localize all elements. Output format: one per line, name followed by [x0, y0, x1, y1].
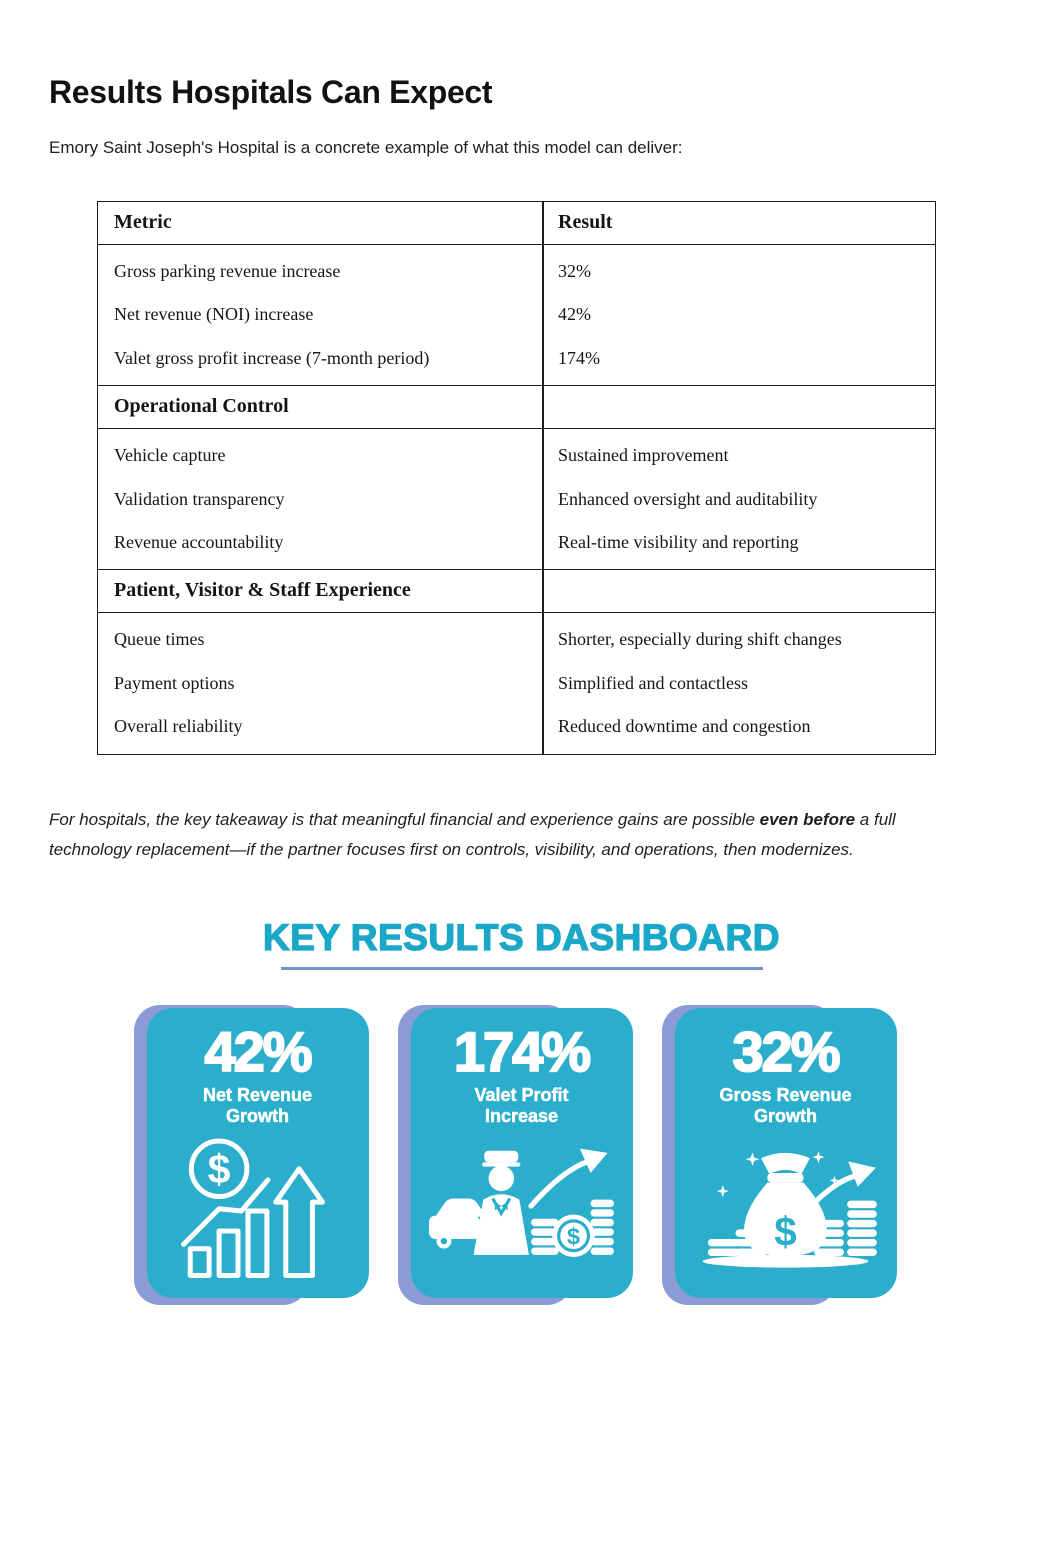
- takeaway-text-part2: a full technology replacement—if the partner focuses first on controls, visibility, and operations, then modernizes.: [49, 809, 896, 859]
- stat-cards-row: [0, 1008, 1043, 1298]
- stat-value: 174%: [453, 1020, 590, 1084]
- takeaway-text-bold: even before: [759, 809, 856, 829]
- result-cell: Enhanced oversight and auditability: [558, 488, 818, 509]
- result-cell: 32%: [558, 261, 591, 281]
- document-page: [0, 74, 1043, 1298]
- metric-cell: Validation transparency: [114, 488, 285, 509]
- result-cell: Real-time visibility and reporting: [558, 531, 799, 552]
- result-cell: Simplified and contactless: [558, 672, 748, 693]
- stat-card-gross-revenue-growth: [675, 1008, 897, 1298]
- stat-card-net-revenue-growth: [147, 1008, 369, 1298]
- money-bag-coins-icon: [693, 1127, 879, 1286]
- svg-text:$: $: [207, 1146, 231, 1193]
- stat-card-valet-profit-increase: [411, 1008, 633, 1298]
- table-row: [98, 478, 935, 521]
- stat-label-line: Growth: [225, 1105, 289, 1126]
- metric-cell: Gross parking revenue increase: [114, 261, 341, 281]
- table-row: [98, 705, 935, 748]
- table-row: [98, 521, 935, 564]
- result-cell: 42%: [558, 304, 591, 325]
- metric-cell: Queue times: [114, 629, 205, 650]
- column-header-result: Result: [558, 211, 613, 233]
- table-section-header-row: [98, 386, 935, 429]
- stat-value: 42%: [204, 1020, 311, 1084]
- stat-label-line: Valet Profit: [474, 1084, 569, 1105]
- stat-label: [719, 1085, 851, 1127]
- valet-attendant-coins-icon: [429, 1127, 615, 1286]
- metrics-table: [97, 201, 936, 755]
- table-section: [98, 569, 935, 753]
- metric-cell: Vehicle capture: [114, 445, 226, 466]
- stat-label-line: Gross Revenue: [719, 1084, 852, 1105]
- stat-label: [474, 1085, 568, 1127]
- table-row: [98, 293, 935, 336]
- metric-cell: Net revenue (NOI) increase: [114, 304, 314, 325]
- table-row: [98, 618, 935, 661]
- section-header-empty-cell: [542, 386, 935, 428]
- metric-cell: Revenue accountability: [114, 531, 284, 552]
- svg-text:$: $: [566, 1223, 580, 1250]
- metric-cell: Valet gross profit increase (7-month period): [114, 347, 430, 368]
- result-cell: Shorter, especially during shift changes: [558, 629, 842, 650]
- stat-label-line: Net Revenue: [202, 1084, 313, 1105]
- table-header-row: [98, 202, 935, 244]
- section-header-cell: Operational Control: [114, 395, 289, 418]
- stat-label-line: Growth: [754, 1105, 817, 1126]
- dashboard-title: KEY RESULTS DASHBOARD: [263, 917, 780, 959]
- stat-label: [203, 1085, 312, 1127]
- table-row: [98, 434, 935, 477]
- table-row: [98, 337, 935, 380]
- metric-cell: Overall reliability: [114, 716, 243, 737]
- takeaway-paragraph: [49, 805, 977, 866]
- column-header-metric: Metric: [114, 211, 172, 233]
- table-row: [98, 250, 935, 293]
- stat-label-line: Increase: [484, 1105, 559, 1126]
- dollar-growth-chart-icon: [174, 1127, 342, 1286]
- section-header-empty-cell: [542, 570, 935, 612]
- table-section: [98, 385, 935, 569]
- page-title: Results Hospitals Can Expect: [49, 74, 493, 110]
- table-row: [98, 662, 935, 705]
- svg-text:$: $: [773, 1208, 797, 1255]
- metric-cell: Payment options: [114, 672, 235, 693]
- table-column-divider: [542, 202, 544, 754]
- key-results-dashboard: [0, 917, 1043, 1298]
- result-cell: 174%: [558, 347, 600, 368]
- dashboard-title-underline: [281, 967, 763, 970]
- table-section: [98, 244, 935, 385]
- result-cell: Sustained improvement: [558, 445, 729, 466]
- table-section-header-row: [98, 570, 935, 613]
- section-header-cell: Patient, Visitor & Staff Experience: [114, 579, 411, 602]
- result-cell: Reduced downtime and congestion: [558, 716, 811, 737]
- intro-text: Emory Saint Joseph's Hospital is a concrete example of what this model can deliver:: [49, 138, 683, 157]
- takeaway-text-part1: For hospitals, the key takeaway is that meaningful financial and experience gains are possible: [49, 809, 760, 829]
- stat-value: 32%: [732, 1020, 839, 1084]
